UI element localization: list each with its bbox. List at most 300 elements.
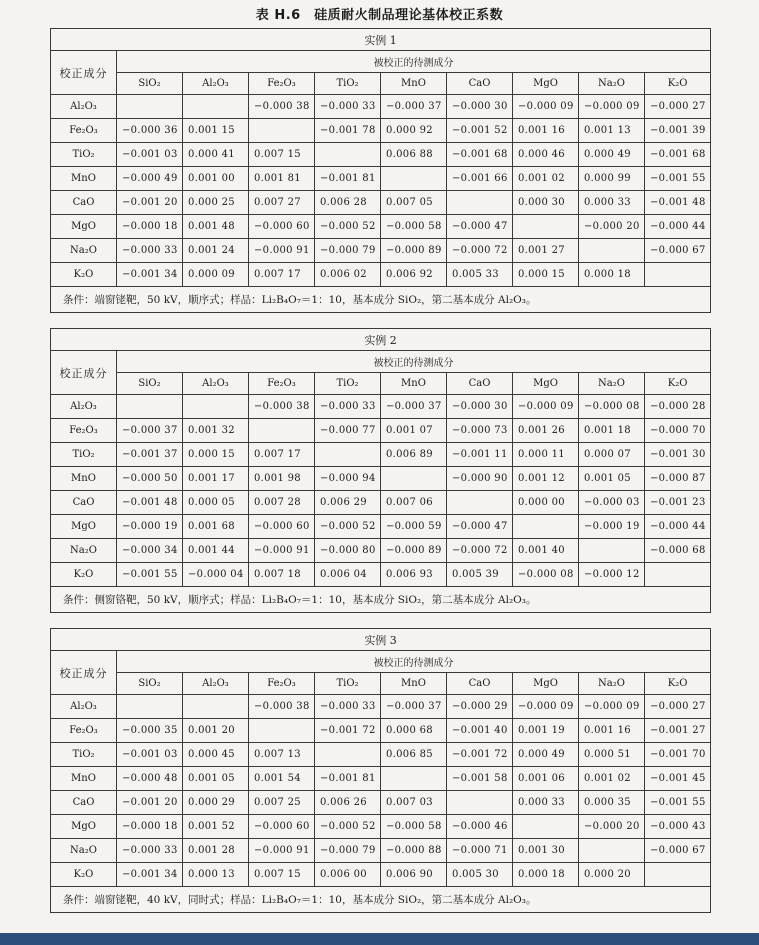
coefficient-cell: 0.006 93 [381,563,447,587]
window-bottom-bar [0,933,759,945]
coefficient-cell: −0.000 43 [645,815,711,839]
coefficient-cell: −0.000 38 [249,95,315,119]
coefficient-cell: −0.000 08 [513,563,579,587]
coefficient-cell: −0.000 03 [579,491,645,515]
coefficient-cell: −0.000 30 [447,395,513,419]
coefficient-cell [447,491,513,515]
coefficient-cell [183,695,249,719]
row-component: Al₂O₃ [51,695,117,719]
coefficient-cell: −0.000 47 [447,215,513,239]
column-header: SiO₂ [117,73,183,95]
coefficient-cell: 0.001 24 [183,239,249,263]
coefficient-cell: −0.000 52 [315,515,381,539]
coefficient-cell: 0.001 16 [579,719,645,743]
row-component: MnO [51,767,117,791]
coefficient-cell: −0.000 70 [645,419,711,443]
coefficient-cell: −0.000 09 [513,395,579,419]
table-row [51,419,711,443]
column-header-row [51,673,711,695]
table-row [51,443,711,467]
coefficient-cell: 0.001 02 [579,767,645,791]
coefficient-cell: −0.001 55 [645,167,711,191]
coefficient-cell: −0.001 70 [645,743,711,767]
table-row [51,167,711,191]
coefficient-cell [249,419,315,443]
coefficient-cell: −0.000 33 [315,695,381,719]
coefficient-cell [447,191,513,215]
row-component: CaO [51,191,117,215]
coefficient-cell: 0.001 20 [183,719,249,743]
coefficient-cell: −0.000 30 [447,95,513,119]
coefficient-cell [117,395,183,419]
column-header: TiO₂ [315,673,381,695]
table-row [51,815,711,839]
table-row [51,743,711,767]
coefficient-cell: 0.001 06 [513,767,579,791]
row-component: Fe₂O₃ [51,719,117,743]
coefficient-cell: 0.001 07 [381,419,447,443]
coefficient-cell: −0.000 50 [117,467,183,491]
coefficient-cell: 0.001 18 [579,419,645,443]
coefficient-cell [513,815,579,839]
coefficient-cell: 0.001 30 [513,839,579,863]
table-row [51,863,711,887]
coefficient-cell: 0.001 05 [579,467,645,491]
coefficient-cell: 0.000 18 [579,263,645,287]
coefficient-cell: 0.007 15 [249,863,315,887]
coefficient-cell: −0.000 12 [579,563,645,587]
coefficient-cell: −0.000 91 [249,839,315,863]
coefficient-cell: −0.000 09 [579,95,645,119]
row-component: CaO [51,491,117,515]
table-row [51,263,711,287]
coefficient-cell: 0.007 17 [249,443,315,467]
coefficient-cell: 0.006 29 [315,491,381,515]
coefficient-cell: −0.000 46 [447,815,513,839]
coefficient-cell: 0.000 18 [513,863,579,887]
coefficient-cell: −0.000 89 [381,539,447,563]
coefficient-cell: 0.000 11 [513,443,579,467]
coefficient-cell: −0.000 89 [381,239,447,263]
coefficient-cell: 0.005 39 [447,563,513,587]
coefficient-cell: −0.001 45 [645,767,711,791]
coefficient-cell [645,263,711,287]
coefficient-cell: 0.000 30 [513,191,579,215]
coefficient-cell [315,743,381,767]
table-row [51,491,711,515]
coefficient-cell: −0.000 52 [315,215,381,239]
coefficient-cell: 0.006 00 [315,863,381,887]
coefficient-cell: −0.000 37 [381,95,447,119]
coefficient-cell: 0.000 15 [513,263,579,287]
coefficient-cell: 0.001 40 [513,539,579,563]
coefficient-cell: −0.000 68 [645,539,711,563]
coefficient-cell: 0.000 46 [513,143,579,167]
table-row [51,695,711,719]
example-label: 实例 3 [51,629,711,651]
coefficient-cell: −0.000 73 [447,419,513,443]
coefficient-cell: −0.000 49 [117,167,183,191]
coefficient-cell: −0.000 79 [315,839,381,863]
coefficient-cell: −0.001 30 [645,443,711,467]
coefficient-cell: −0.001 34 [117,263,183,287]
example-label-row [51,29,711,51]
coefficient-cell [183,395,249,419]
column-header-row [51,73,711,95]
coefficient-cell: −0.000 48 [117,767,183,791]
coefficient-cell: 0.006 02 [315,263,381,287]
coefficient-cell: 0.001 26 [513,419,579,443]
column-header: CaO [447,373,513,395]
row-component: Fe₂O₃ [51,119,117,143]
coefficient-cell: −0.001 27 [645,719,711,743]
column-header: Fe₂O₃ [249,373,315,395]
coefficient-cell: −0.001 37 [117,443,183,467]
coefficient-cell [645,863,711,887]
row-component: MgO [51,515,117,539]
table-row [51,563,711,587]
column-header: CaO [447,73,513,95]
row-component: TiO₂ [51,743,117,767]
column-header: Al₂O₃ [183,673,249,695]
coefficient-cell: −0.000 91 [249,239,315,263]
coefficient-cell: −0.000 19 [117,515,183,539]
coefficient-cell: −0.000 33 [117,239,183,263]
coefficient-cell: −0.000 58 [381,815,447,839]
coefficient-cell: 0.006 90 [381,863,447,887]
coefficient-cell: −0.001 58 [447,767,513,791]
coefficient-cell [117,695,183,719]
column-header: MnO [381,673,447,695]
coefficient-cell: −0.000 37 [381,695,447,719]
coefficient-cell: −0.000 20 [579,215,645,239]
coefficient-cell [315,443,381,467]
coefficient-cell: −0.001 48 [117,491,183,515]
coefficient-cell: −0.001 68 [645,143,711,167]
coefficient-cell: −0.000 18 [117,815,183,839]
coefficient-cell: 0.001 19 [513,719,579,743]
coefficient-cell [579,239,645,263]
coefficient-cell: 0.007 13 [249,743,315,767]
coefficient-cell: −0.000 72 [447,239,513,263]
coefficient-cell: −0.001 66 [447,167,513,191]
column-header: SiO₂ [117,373,183,395]
coefficient-cell: −0.000 67 [645,239,711,263]
row-component: K₂O [51,263,117,287]
coefficient-cell [447,791,513,815]
coefficient-cell: −0.001 39 [645,119,711,143]
sub-header-row [51,351,711,373]
coefficient-cell [381,167,447,191]
coefficient-cell: 0.000 05 [183,491,249,515]
column-header: TiO₂ [315,373,381,395]
example-label: 实例 2 [51,329,711,351]
coefficient-cell: 0.000 09 [183,263,249,287]
coefficient-cell [579,839,645,863]
coefficient-cell: 0.007 15 [249,143,315,167]
coefficient-cell: 0.000 49 [513,743,579,767]
coefficient-cell [117,95,183,119]
coefficient-cell: −0.000 90 [447,467,513,491]
coefficient-cell: −0.000 77 [315,419,381,443]
row-component: TiO₂ [51,443,117,467]
coefficient-cell [381,767,447,791]
table-row [51,143,711,167]
condition-row [51,587,711,613]
coefficient-cell: 0.000 29 [183,791,249,815]
coefficient-cell: −0.000 44 [645,515,711,539]
coefficient-cell: 0.007 06 [381,491,447,515]
row-component: MgO [51,215,117,239]
table-row [51,839,711,863]
row-component: CaO [51,791,117,815]
column-header: Na₂O [579,673,645,695]
coefficient-cell: −0.000 79 [315,239,381,263]
coefficient-cell: −0.000 28 [645,395,711,419]
table-row [51,467,711,491]
coefficient-cell: 0.000 68 [381,719,447,743]
coefficient-cell: −0.000 37 [381,395,447,419]
coefficient-cell: 0.001 17 [183,467,249,491]
coefficient-cell: −0.001 81 [315,167,381,191]
coefficient-cell: 0.000 99 [579,167,645,191]
example-label: 实例 1 [51,29,711,51]
coefficient-cell: 0.000 35 [579,791,645,815]
coefficient-cell [513,515,579,539]
row-component: MnO [51,167,117,191]
coefficient-cell: 0.000 41 [183,143,249,167]
coefficient-cell: 0.001 02 [513,167,579,191]
coefficient-cell: 0.001 12 [513,467,579,491]
coefficient-cell: 0.001 28 [183,839,249,863]
coefficient-cell [645,563,711,587]
coefficient-cell: 0.007 27 [249,191,315,215]
coefficient-cell [513,215,579,239]
coefficient-cell: −0.000 33 [315,95,381,119]
coefficient-cell: −0.000 44 [645,215,711,239]
coefficient-cell: −0.001 72 [315,719,381,743]
coefficient-cell: −0.001 20 [117,191,183,215]
table-row [51,515,711,539]
column-header: MgO [513,73,579,95]
coefficient-cell: 0.000 51 [579,743,645,767]
coefficient-cell: 0.006 28 [315,191,381,215]
coefficient-cell: 0.007 18 [249,563,315,587]
condition-note: 条件：端窗铑靶，40 kV，同时式；样品：Li₂B₄O₇＝1：10，基本成分 SiO₂，第二基本成分 Al₂O₃。 [51,887,711,913]
coefficient-cell: −0.000 60 [249,515,315,539]
coefficient-cell: 0.007 25 [249,791,315,815]
coefficient-cell: 0.007 28 [249,491,315,515]
coefficient-cell: −0.000 35 [117,719,183,743]
row-component: Na₂O [51,239,117,263]
coefficient-cell: −0.000 94 [315,467,381,491]
coefficient-cell: −0.000 80 [315,539,381,563]
column-header: Fe₂O₃ [249,73,315,95]
coefficient-cell: 0.007 05 [381,191,447,215]
row-component: MnO [51,467,117,491]
column-header-row [51,373,711,395]
coefficient-cell: −0.000 09 [579,695,645,719]
coefficient-cell [249,719,315,743]
coefficient-cell: 0.006 26 [315,791,381,815]
coefficient-cell: −0.000 33 [117,839,183,863]
row-component: Fe₂O₃ [51,419,117,443]
column-header: MgO [513,673,579,695]
table-row [51,215,711,239]
coefficient-cell: −0.000 67 [645,839,711,863]
condition-row [51,887,711,913]
coefficient-cell: −0.001 23 [645,491,711,515]
coefficient-cell: 0.000 15 [183,443,249,467]
column-header: Na₂O [579,373,645,395]
row-component: Al₂O₃ [51,95,117,119]
table-row [51,719,711,743]
coefficient-cell: 0.001 54 [249,767,315,791]
coefficient-cell: −0.000 08 [579,395,645,419]
coefficient-cell: 0.000 25 [183,191,249,215]
table-row [51,539,711,563]
coefficient-cell: 0.000 92 [381,119,447,143]
row-component: TiO₂ [51,143,117,167]
coefficient-cell: 0.005 30 [447,863,513,887]
coefficient-cell: −0.001 55 [645,791,711,815]
column-header: Al₂O₃ [183,73,249,95]
sub-header: 被校正的待测成分 [117,351,711,373]
coefficient-cell: −0.001 03 [117,743,183,767]
coefficient-cell: 0.007 03 [381,791,447,815]
row-component: K₂O [51,563,117,587]
coefficient-cell: −0.001 11 [447,443,513,467]
coefficient-cell: 0.006 89 [381,443,447,467]
coefficient-cell: 0.000 00 [513,491,579,515]
corner-label: 校正成分 [51,651,117,695]
coefficient-cell: 0.000 13 [183,863,249,887]
coefficient-cell: 0.001 52 [183,815,249,839]
sub-header: 被校正的待测成分 [117,51,711,73]
coefficient-cell: −0.001 81 [315,767,381,791]
column-header: CaO [447,673,513,695]
column-header: K₂O [645,673,711,695]
coefficient-cell: −0.000 18 [117,215,183,239]
coefficient-cell: 0.001 00 [183,167,249,191]
column-header: MnO [381,73,447,95]
table-row [51,119,711,143]
coefficient-cell: −0.001 34 [117,863,183,887]
column-header: SiO₂ [117,673,183,695]
row-component: Na₂O [51,539,117,563]
column-header: MnO [381,373,447,395]
example-label-row [51,629,711,651]
coefficient-cell: 0.000 45 [183,743,249,767]
coefficient-cell: −0.000 27 [645,95,711,119]
column-header: TiO₂ [315,73,381,95]
coefficient-cell: 0.000 33 [513,791,579,815]
table-row [51,791,711,815]
coefficient-cell: −0.000 60 [249,215,315,239]
coefficient-cell: 0.000 20 [579,863,645,887]
coefficient-cell: −0.000 47 [447,515,513,539]
coefficient-cell: 0.000 33 [579,191,645,215]
row-component: Na₂O [51,839,117,863]
coefficient-cell: −0.001 20 [117,791,183,815]
coefficient-cell: 0.001 16 [513,119,579,143]
coefficient-cell: −0.000 87 [645,467,711,491]
coefficient-cell: −0.001 03 [117,143,183,167]
table-row [51,239,711,263]
coefficient-cell: −0.001 40 [447,719,513,743]
coefficient-cell: −0.000 09 [513,695,579,719]
coefficient-cell: −0.000 60 [249,815,315,839]
coefficient-cell: 0.007 17 [249,263,315,287]
coefficient-cell: −0.000 88 [381,839,447,863]
coefficient-cell: −0.000 27 [645,695,711,719]
column-header: K₂O [645,373,711,395]
coefficient-cell [183,95,249,119]
coefficient-cell: −0.000 72 [447,539,513,563]
coefficient-cell: −0.000 38 [249,395,315,419]
sub-header-row [51,651,711,673]
example-table-1 [50,28,711,313]
coefficient-cell: 0.006 04 [315,563,381,587]
column-header: Fe₂O₃ [249,673,315,695]
coefficient-cell: −0.000 20 [579,815,645,839]
coefficient-cell: 0.001 27 [513,239,579,263]
coefficient-cell: 0.001 81 [249,167,315,191]
coefficient-cell: 0.000 07 [579,443,645,467]
coefficient-cell: −0.000 34 [117,539,183,563]
coefficient-cell: −0.000 71 [447,839,513,863]
coefficient-cell: 0.001 98 [249,467,315,491]
corner-label: 校正成分 [51,51,117,95]
table-row [51,191,711,215]
coefficient-cell [249,119,315,143]
coefficient-cell: −0.001 78 [315,119,381,143]
coefficient-cell [315,143,381,167]
coefficient-cell: −0.001 52 [447,119,513,143]
coefficient-cell: 0.005 33 [447,263,513,287]
coefficient-cell: −0.000 04 [183,563,249,587]
coefficient-cell: −0.000 19 [579,515,645,539]
row-component: Al₂O₃ [51,395,117,419]
coefficient-cell: 0.006 92 [381,263,447,287]
coefficient-cell: 0.001 15 [183,119,249,143]
sub-header-row [51,51,711,73]
coefficient-cell: −0.000 58 [381,215,447,239]
coefficient-cell: −0.000 38 [249,695,315,719]
condition-note: 条件：侧窗铬靶，50 kV，顺序式；样品：Li₂B₄O₇＝1：10，基本成分 SiO₂，第二基本成分 Al₂O₃。 [51,587,711,613]
column-header: MgO [513,373,579,395]
coefficient-cell: 0.001 05 [183,767,249,791]
corner-label: 校正成分 [51,351,117,395]
condition-row [51,287,711,313]
coefficient-cell: −0.001 55 [117,563,183,587]
coefficient-cell: −0.000 91 [249,539,315,563]
sub-header: 被校正的待测成分 [117,651,711,673]
table-row [51,95,711,119]
column-header: Al₂O₃ [183,373,249,395]
example-table-3 [50,628,711,913]
example-label-row [51,329,711,351]
condition-note: 条件：端窗铑靶，50 kV，顺序式；样品：Li₂B₄O₇＝1：10，基本成分 SiO₂，第二基本成分 Al₂O₃。 [51,287,711,313]
coefficient-cell: −0.000 36 [117,119,183,143]
column-header: K₂O [645,73,711,95]
coefficient-cell [579,539,645,563]
column-header: Na₂O [579,73,645,95]
coefficient-cell: 0.001 32 [183,419,249,443]
page-title: 表 H.6 硅质耐火制品理论基体校正系数 [255,8,504,23]
coefficient-cell: 0.000 49 [579,143,645,167]
coefficient-cell: 0.001 44 [183,539,249,563]
